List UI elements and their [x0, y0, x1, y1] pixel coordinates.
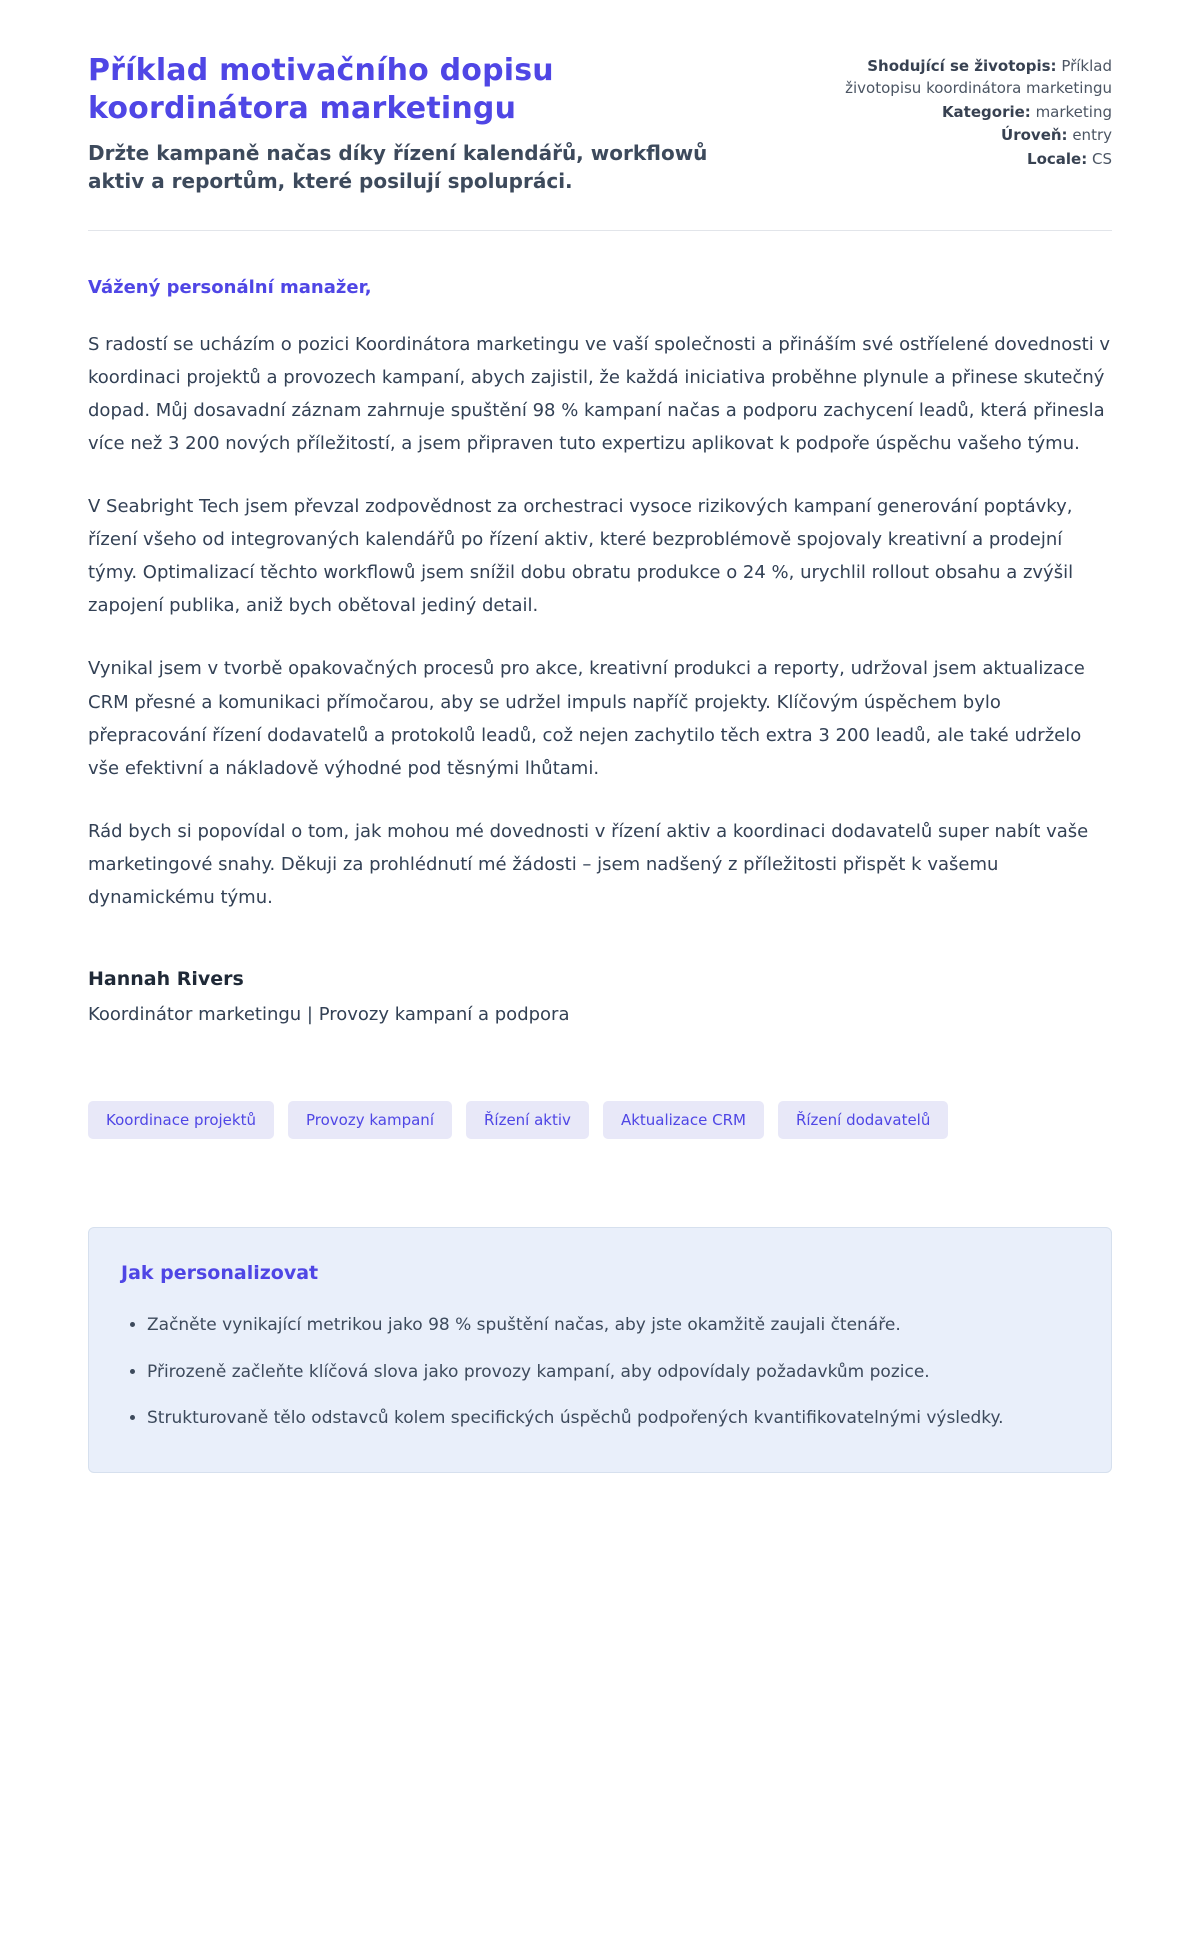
- signature-role: Koordinátor marketingu | Provozy kampaní a podpora: [88, 1004, 570, 1026]
- meta-label: Shodující se životopis:: [867, 57, 1057, 75]
- page-subtitle: Držte kampaně načas díky řízení kalendářů, workflowů aktiv a reportům, které posilují spolupráci.: [88, 140, 708, 194]
- letter-paragraph: Vynikal jsem v tvorbě opakovačných procesů pro akce, kreativní produkci a reporty, udržoval jsem aktualizace CRM přesné a komunikaci přímočarou, aby se udržel impuls napříč projekty. Klíčovým úspěchem bylo přepracování řízení dodavatelů a protokolů leadů, což nejen zachytilo těch extra 3 200 leadů, ale také udrželo vše efektivní a nákladově výhodné pod těsnými lhůtami.: [88, 658, 1085, 779]
- letter-salutation: Vážený personální manažer,: [88, 276, 372, 298]
- meta-row-level: [812, 125, 1112, 147]
- signature-block: [88, 968, 1112, 1025]
- tag-chip-aktualizace-crm[interactable]: Aktualizace CRM: [603, 1101, 764, 1139]
- page-title: Příklad motivačního dopisu koordinátora marketingu: [88, 53, 554, 127]
- letter-paragraph: V Seabright Tech jsem převzal zodpovědnost za orchestraci vysoce rizikových kampaní generování poptávky, řízení všeho od integrovaných kalendářů po řízení aktiv, které bezproblémově spojovaly kreativní a prodejní týmy. Optimalizací těchto workflowů jsem snížil dobu obratu produkce o 24 %, urychlil rollout obsahu a zvýšil zapojení publika, aniž bych obětoval jediný detail.: [88, 496, 1074, 617]
- meta-value: marketing: [1035, 102, 1112, 121]
- tips-list: [121, 1310, 1079, 1434]
- tips-item: • Přirozeně začleňte klíčová slova jako provozy kampaní, aby odpovídaly požadavkům pozice.: [147, 1357, 1079, 1388]
- tips-heading: Jak personalizovat: [121, 1262, 319, 1285]
- meta-block: [812, 52, 1112, 173]
- meta-value: entry: [1072, 126, 1112, 145]
- tag-chip-rizeni-aktiv[interactable]: Řízení aktiv: [466, 1101, 589, 1139]
- meta-row-locale: [812, 149, 1112, 171]
- letter-paragraph: Rád bych si popovídal o tom, jak mohou mé dovednosti v řízení aktiv a koordinaci dodavatelů super nabít vaše marketingové snahy. Děkuji za prohlédnutí mé žádosti – jsem nadšený z příležitosti přispět k vašemu dynamickému týmu.: [88, 820, 1089, 909]
- meta-value: CS: [1092, 150, 1112, 168]
- tips-item: • Začněte vynikající metrikou jako 98 % spuštění načas, aby jste okamžitě zaujali čtenáře.: [147, 1310, 1079, 1341]
- meta-row-category: [812, 102, 1112, 124]
- personalization-tips-box: [88, 1227, 1112, 1473]
- meta-row-matching-resume: [812, 56, 1112, 100]
- meta-value: Příklad životopisu koordinátora marketingu: [845, 57, 1112, 97]
- tag-chip-provozy-kampani[interactable]: Provozy kampaní: [288, 1101, 452, 1139]
- tag-chip-koordinace-projektu[interactable]: Koordinace projektů: [88, 1101, 274, 1139]
- meta-label: Kategorie:: [941, 102, 1031, 121]
- header-divider: [88, 230, 1112, 231]
- tips-item: • Strukturovaně tělo odstavců kolem specifických úspěchů podpořených kvantifikovatelnými výsledky.: [147, 1403, 1079, 1434]
- header-title-block: [88, 52, 708, 196]
- letter-body: [88, 277, 1112, 1026]
- letter-paragraph: S radostí se ucházím o pozici Koordinátora marketingu ve vaší společnosti a přináším své ostříelené dovednosti v koordinaci projektů a provozech kampaní, abych zajistil, že každá iniciativa proběhne plynule a přinese skutečný dopad. Můj dosavadní záznam zahrnuje spuštění 98 % kampaní načas a podporu zachycení leadů, která přinesla více než 3 200 nových příležitostí, a jsem připraven tuto expertizu aplikovat k podpoře úspěchu vašeho týmu.: [88, 333, 1111, 454]
- signature-name: Hannah Rivers: [88, 968, 244, 991]
- tag-chip-rizeni-dodavatelu[interactable]: Řízení dodavatelů: [778, 1101, 948, 1139]
- page-header: [88, 52, 1112, 196]
- skill-tags: [88, 1101, 1112, 1139]
- meta-label: Locale:: [1027, 150, 1088, 168]
- meta-label: Úroveň:: [1001, 126, 1068, 145]
